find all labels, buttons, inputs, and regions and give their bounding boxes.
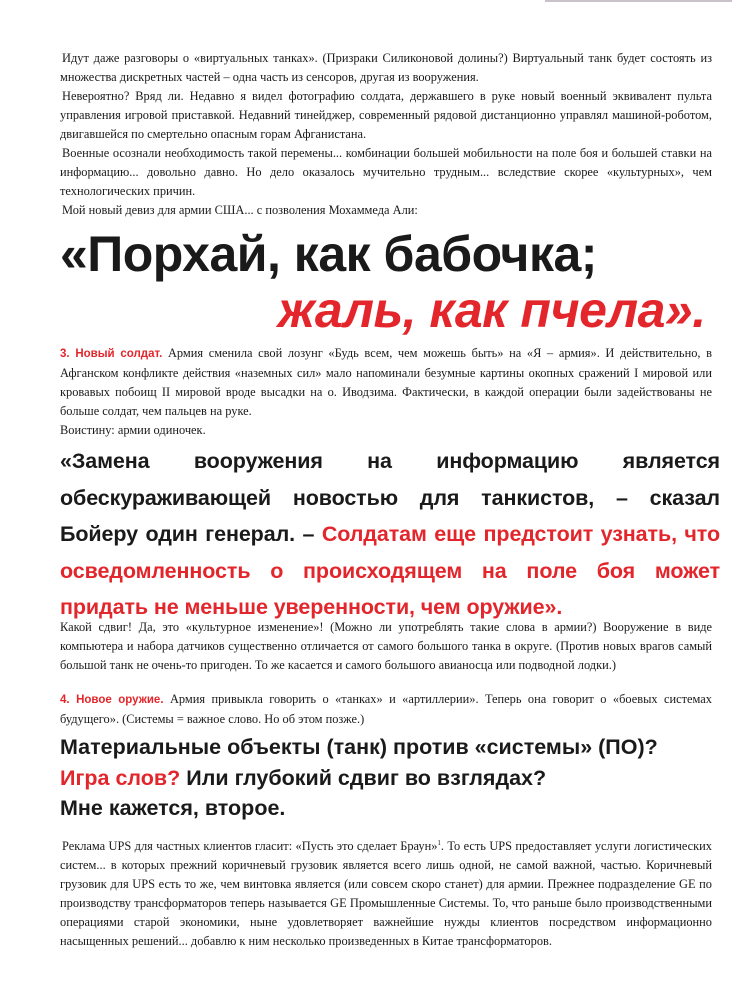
paragraph-remote-soldier: Невероятно? Вряд ли. Недавно я видел фотографию солдата, державшего в руке новый военный эквивалент пульта управления игровой приставкой. Недавний тинейджер, современный рядовой дистанционно управлял машиной-роботом, двигавшейся по смертельно опасным горам Афганистана.: [60, 89, 712, 141]
section-3-text: Армия сменила свой лозунг «Будь всем, чем можешь быть» на «Я – армия». И действительно, в Афганском конфликте действия «наземных сил» мало напоминали безумные картины окопных сражений I мировой или кровавых побоищ II мировой вроде высадки на о. Иводзима. Фактически, в каждой операции были задействованы не больше солдат, чем пальцев на руке.: [60, 346, 712, 418]
big-quote-line-1: «Порхай, как бабочка;: [60, 226, 597, 282]
paragraph-military-change: Военные осознали необходимость такой перемены... комбинации большей мобильности на поле боя и большей ставки на информацию... довольно давно. Но дело оказалось мучительно трудным... вследствие скорее «культурных», чем технологических причин.: [60, 146, 712, 198]
intro-paragraphs: [0, 49, 732, 220]
paragraph-ups-rest: . То есть UPS предоставляет услуги логистических систем... в которых прежний коричневый грузовик является всего лишь одной, не самой важной, частью. Коричневый грузовик для UPS есть то же, чем винтовка является (или совсем скоро станет) для армии. Прежнее подразделение GE по производству трансформаторов теперь называется GE Промышленные Системы. То, что раньше было производственными операциями старой экономики, ныне удовлетворяет важнейшие нужды клиентов посредством информационно насыщенных решений... добавлю к ним несколько произведенных в Китае трансформаторов.: [60, 839, 712, 948]
section-4: [0, 690, 732, 729]
top-edge-line: [545, 0, 732, 2]
paragraph-virtual-tanks: Идут даже разговоры о «виртуальных танках». (Призраки Силиконовой долины?) Виртуальный танк будет состоять из множества дискретных частей – одна часть из сенсоров, другая из вооружения.: [60, 51, 712, 84]
section-4-paragraph: [0, 690, 732, 729]
pull-quote-systems-black: Или глубокий сдвиг во взглядах?: [180, 765, 547, 790]
paragraph-ups: [0, 837, 732, 951]
section-3-heading: 3. Новый солдат.: [60, 348, 163, 360]
footnote-marker: 1: [437, 838, 441, 847]
pull-quote-systems-line-3: Мне кажется, второе.: [60, 796, 286, 820]
pull-quote-systems-red: Игра слов?: [60, 765, 181, 790]
paragraph-culture-shift-block: [0, 618, 732, 675]
paragraph-new-motto: Мой новый девиз для армии США... с позволения Мохаммеда Али:: [62, 203, 418, 217]
section-3-after: Воистину: армии одиночек.: [60, 423, 206, 437]
section-3-paragraph: [0, 344, 732, 421]
section-3: [0, 344, 732, 440]
paragraph-ups-block: [0, 837, 732, 951]
pull-quote-black: «Замена вооружения на информацию является обескураживающей новостью для танкистов, – сказал Бойеру один генерал. –: [60, 449, 720, 546]
paragraph-ups-start: Реклама UPS для частных клиентов гласит: «Пусть это сделает Браун»: [62, 839, 438, 853]
big-quote-line-2: жаль, как пчела».: [278, 282, 706, 338]
pull-quote-systems: [60, 732, 720, 824]
section-4-heading: 4. Новое оружие.: [60, 694, 164, 706]
pull-quote-systems-line-1: Материальные объекты (танк) против «системы» (ПО)?: [60, 735, 658, 759]
paragraph-culture-shift: Какой сдвиг! Да, это «культурное изменение»! (Можно ли употреблять такие слова в армии?) Вооружение в виде компьютера и набора датчиков существенно отличается от самого большого танка в округе. (Против новых врагов самый большой танк не очень-то пригоден. То же касается и самого большого авианосца или подводной лодки.): [60, 620, 712, 672]
pull-quote-systems-line-2: [60, 763, 720, 794]
pull-quote-red: Солдатам еще предстоит узнать, что осведомленность о происходящем на поле боя может придать не меньше уверенности, чем оружие».: [60, 522, 720, 619]
pull-quote-information: [60, 443, 720, 626]
section-4-text: Армия привыкла говорить о «танках» и «артиллерии». Теперь она говорит о «боевых системах будущего». (Системы = важное слово. Но об этом позже.): [60, 692, 712, 726]
